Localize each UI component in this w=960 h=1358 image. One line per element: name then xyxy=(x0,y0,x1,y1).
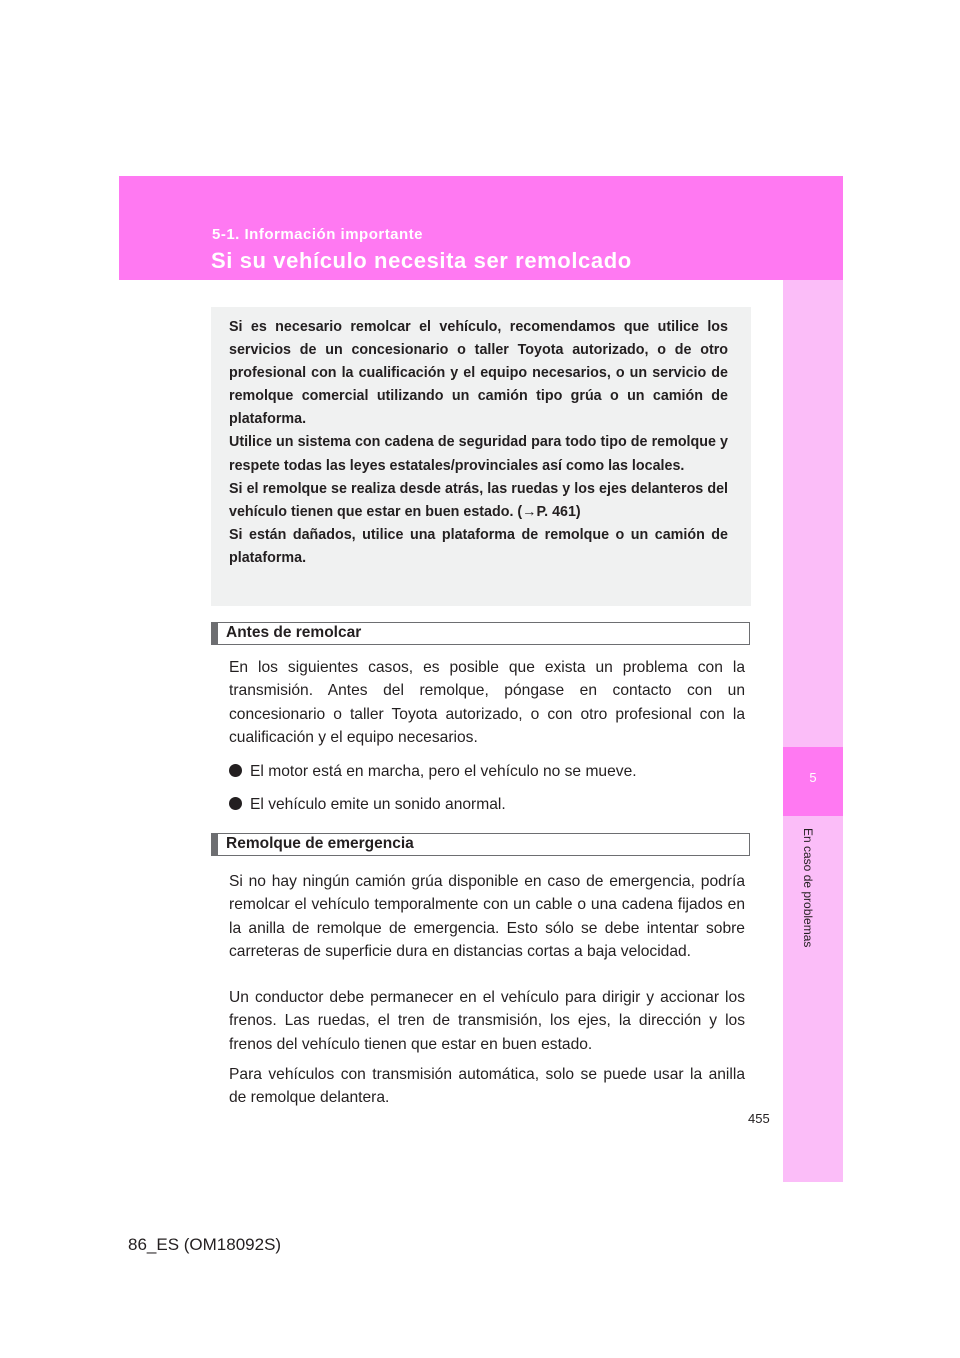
section-paragraph: Si no hay ningún camión grúa disponible en caso de emergencia, podría remolcar el vehículo temporalmente con un cable o una cadena fijados en la anilla de remolque de emergencia. Esto sólo se debe intentar sobre carreteras de superficie dura en distancias cortas a baja velocidad. xyxy=(229,873,745,960)
intro-paragraph: Si están dañados, utilice una plataforma de remolque o un camión de plataforma. xyxy=(229,526,728,566)
section-paragraph: Para vehículos con transmisión automática, solo se puede usar la anilla de remolque delantera. xyxy=(229,1066,745,1107)
section-heading-emergencia xyxy=(211,833,750,856)
section-heading-antes xyxy=(211,622,750,645)
bullet-icon xyxy=(229,797,242,810)
list-item xyxy=(229,793,745,816)
list-item xyxy=(229,760,745,783)
section-heading-text: Remolque de emergencia xyxy=(226,835,414,852)
list-item-text: El vehículo emite un sonido anormal. xyxy=(250,796,506,813)
section-heading-text: Antes de remolcar xyxy=(226,624,362,641)
page-number: 455 xyxy=(748,1111,770,1126)
chapter-side-tab xyxy=(783,280,843,1182)
chapter-title: En caso de problemas xyxy=(801,828,815,948)
intro-paragraph: Utilice un sistema con cadena de seguridad para todo tipo de remolque y respete todas las leyes estatales/provinciales así como las locales. xyxy=(229,434,728,474)
intro-paragraph: Si es necesario remolcar el vehículo, recomendamos que utilice los servicios de un concesionario o taller Toyota autorizado, o de otro profesional con la cualificación y el equipo necesarios, o un servicio de remolque comercial utilizando un camión tipo grúa o un camión de plataforma. xyxy=(229,319,728,428)
intro-text xyxy=(229,316,728,570)
page-title: Si su vehículo necesita ser remolcado xyxy=(211,248,632,273)
list-item-text: El motor está en marcha, pero el vehículo no se mueve. xyxy=(250,763,637,780)
document-code: 86_ES (OM18092S) xyxy=(128,1235,282,1254)
chapter-number: 5 xyxy=(809,770,817,785)
section-paragraph: Un conductor debe permanecer en el vehículo para dirigir y accionar los frenos. Las ruedas, el tren de transmisión, los ejes, la dirección y los frenos del vehículo tienen que estar en buen estado. xyxy=(229,989,745,1053)
section-paragraph: En los siguientes casos, es posible que exista un problema con la transmisión. Antes del remolque, póngase en contacto con un concesionario o taller Toyota autorizado, o con otro profesional con la cualificación y el equipo necesarios. xyxy=(229,659,745,746)
section-label: 5-1. Información importante xyxy=(212,226,424,243)
bullet-icon xyxy=(229,764,242,777)
intro-paragraph: Si el remolque se realiza desde atrás, las ruedas y los ejes delanteros del vehículo tienen que estar en buen estado. (→P. 461) xyxy=(229,480,728,520)
